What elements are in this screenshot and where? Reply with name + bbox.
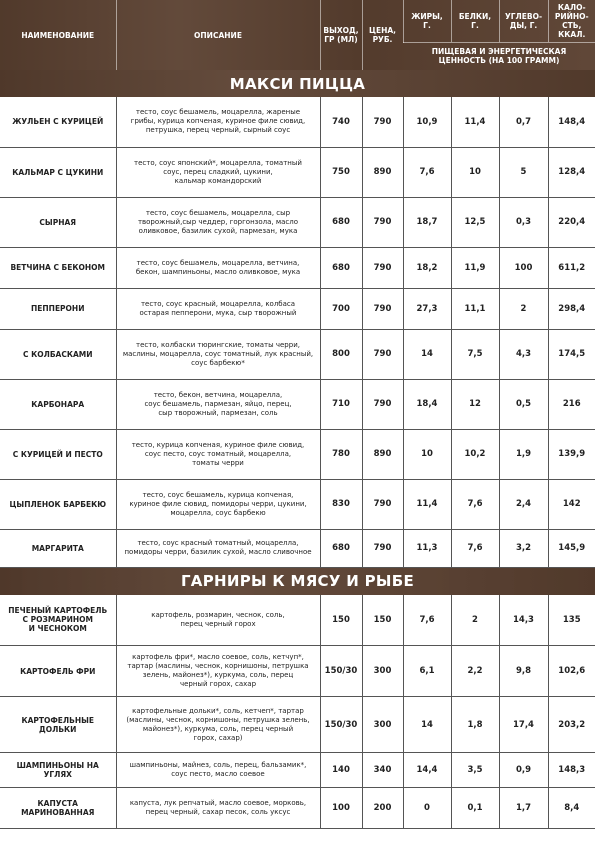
header-price: ЦЕНА, РУБ. bbox=[362, 0, 403, 70]
item-kcal: 142 bbox=[548, 479, 595, 529]
menu-item-row bbox=[0, 595, 595, 646]
header-nutrition-note: ПИЩЕВАЯ И ЭНЕРГЕТИЧЕСКАЯ ЦЕННОСТЬ (НА 100 ГРАММ) bbox=[431, 47, 567, 66]
item-kcal: 135 bbox=[548, 595, 595, 646]
item-protein: 11,1 bbox=[451, 288, 499, 329]
item-price: 890 bbox=[362, 429, 403, 479]
item-description: капуста, лук репчатый, масло соевое, морковь, перец черный, сахар песок, соль уксус bbox=[116, 788, 320, 829]
item-fat: 27,3 bbox=[403, 288, 451, 329]
item-fat: 11,3 bbox=[403, 529, 451, 567]
item-weight: 740 bbox=[320, 97, 362, 147]
menu-item-row bbox=[0, 147, 595, 197]
item-name: КАРТОФЕЛЬ ФРИ bbox=[0, 646, 116, 697]
table-header bbox=[0, 0, 595, 70]
item-protein: 1,8 bbox=[451, 697, 499, 753]
item-kcal: 148,4 bbox=[548, 97, 595, 147]
item-carbs: 0,9 bbox=[499, 753, 548, 788]
item-fat: 18,7 bbox=[403, 197, 451, 247]
item-description: тесто, соус бешамель, моцарелла, ветчина, бекон, шампиньоны, масло оливковое, мука bbox=[116, 247, 320, 288]
item-fat: 14 bbox=[403, 329, 451, 379]
item-price: 200 bbox=[362, 788, 403, 829]
item-kcal: 139,9 bbox=[548, 429, 595, 479]
item-protein: 11,4 bbox=[451, 97, 499, 147]
item-description: шампиньоны, майнез, соль, перец, бальзамик*, соус песто, масло соевое bbox=[116, 753, 320, 788]
item-weight: 680 bbox=[320, 197, 362, 247]
item-description: тесто, соус бешамель, курица копченая, куриное филе сювид, помидоры черри, цукини, моцарелла, соус барбекю bbox=[116, 479, 320, 529]
header-fat: ЖИРЫ, Г. bbox=[403, 0, 451, 42]
item-carbs: 14,3 bbox=[499, 595, 548, 646]
item-kcal: 220,4 bbox=[548, 197, 595, 247]
item-kcal: 216 bbox=[548, 379, 595, 429]
item-protein: 0,1 bbox=[451, 788, 499, 829]
header-calories: КАЛО- РИЙНО- СТЬ, ККАЛ. bbox=[548, 0, 595, 42]
menu-item-row bbox=[0, 429, 595, 479]
item-carbs: 17,4 bbox=[499, 697, 548, 753]
item-name: ПЕЧЕНЫЙ КАРТОФЕЛЬ С РОЗМАРИНОМ И ЧЕСНОКОМ bbox=[0, 595, 116, 646]
item-weight: 140 bbox=[320, 753, 362, 788]
item-protein: 10 bbox=[451, 147, 499, 197]
item-name: ЦЫПЛЕНОК БАРБЕКЮ bbox=[0, 479, 116, 529]
item-kcal: 145,9 bbox=[548, 529, 595, 567]
item-weight: 150 bbox=[320, 595, 362, 646]
item-description: тесто, соус красный, моцарелла, колбаса остарая пепперони, мука, сыр творожный bbox=[116, 288, 320, 329]
item-weight: 830 bbox=[320, 479, 362, 529]
item-description: картофель фри*, масло соевое, соль, кетчуп*, тартар (маслины, чеснок, корнишоны, петрушка зелень, майонез*), куркума, соль, перец черный горох, сахар bbox=[116, 646, 320, 697]
item-fat: 6,1 bbox=[403, 646, 451, 697]
item-protein: 2,2 bbox=[451, 646, 499, 697]
item-kcal: 8,4 bbox=[548, 788, 595, 829]
item-name: КАРБОНАРА bbox=[0, 379, 116, 429]
item-weight: 150/30 bbox=[320, 697, 362, 753]
section-header bbox=[0, 70, 595, 97]
item-kcal: 298,4 bbox=[548, 288, 595, 329]
item-price: 790 bbox=[362, 97, 403, 147]
item-carbs: 2,4 bbox=[499, 479, 548, 529]
header-output: ВЫХОД, ГР (МЛ) bbox=[320, 0, 362, 70]
item-kcal: 128,4 bbox=[548, 147, 595, 197]
item-fat: 14,4 bbox=[403, 753, 451, 788]
item-carbs: 2 bbox=[499, 288, 548, 329]
item-kcal: 102,6 bbox=[548, 646, 595, 697]
item-price: 300 bbox=[362, 646, 403, 697]
item-weight: 750 bbox=[320, 147, 362, 197]
item-price: 340 bbox=[362, 753, 403, 788]
item-price: 790 bbox=[362, 329, 403, 379]
item-description: тесто, соус бешамель, моцарелла, жареные грибы, курица копченая, куриное филе сювид, петрушка, перец черный, сырный соус bbox=[116, 97, 320, 147]
menu-item-row bbox=[0, 329, 595, 379]
item-carbs: 0,7 bbox=[499, 97, 548, 147]
item-weight: 800 bbox=[320, 329, 362, 379]
section-title: ГАРНИРЫ К МЯСУ И РЫБЕ bbox=[0, 567, 595, 595]
item-description: тесто, соус бешамель, моцарелла, сыр творожный,сыр чеддер, горгонзола, масло оливковое, базилик сухой, пармезан, мука bbox=[116, 197, 320, 247]
header-name: НАИМЕНОВАНИЕ bbox=[21, 30, 95, 40]
item-weight: 150/30 bbox=[320, 646, 362, 697]
item-fat: 18,4 bbox=[403, 379, 451, 429]
item-price: 790 bbox=[362, 479, 403, 529]
item-weight: 680 bbox=[320, 529, 362, 567]
item-weight: 780 bbox=[320, 429, 362, 479]
header-carbs: УГЛЕВО- ДЫ, Г. bbox=[499, 0, 548, 42]
item-price: 790 bbox=[362, 379, 403, 429]
header-description: ОПИСАНИЕ bbox=[116, 0, 320, 70]
item-kcal: 611,2 bbox=[548, 247, 595, 288]
header-protein: БЕЛКИ, Г. bbox=[451, 0, 499, 42]
item-price: 790 bbox=[362, 288, 403, 329]
menu-item-row bbox=[0, 646, 595, 697]
item-carbs: 3,2 bbox=[499, 529, 548, 567]
item-name: КАПУСТА МАРИНОВАННАЯ bbox=[0, 788, 116, 829]
item-name: СЫРНАЯ bbox=[0, 197, 116, 247]
item-protein: 7,5 bbox=[451, 329, 499, 379]
item-price: 790 bbox=[362, 197, 403, 247]
item-fat: 10,9 bbox=[403, 97, 451, 147]
item-name: С КУРИЦЕЙ И ПЕСТО bbox=[0, 429, 116, 479]
item-description: картофельные дольки*, соль, кетчеп*, тартар (маслины, чеснок, корнишоны, петрушка зелень, майонез*), куркума, соль, перец черный горох, сахар) bbox=[116, 697, 320, 753]
item-kcal: 148,3 bbox=[548, 753, 595, 788]
item-description: тесто, курица копченая, куриное филе сювид, соус песто, соус томатный, моцарелла, томаты черри bbox=[116, 429, 320, 479]
item-price: 790 bbox=[362, 247, 403, 288]
item-weight: 710 bbox=[320, 379, 362, 429]
item-carbs: 100 bbox=[499, 247, 548, 288]
item-name: ЖУЛЬЕН С КУРИЦЕЙ bbox=[0, 97, 116, 147]
item-name: ВЕТЧИНА С БЕКОНОМ bbox=[0, 247, 116, 288]
menu-item-row bbox=[0, 529, 595, 567]
item-protein: 12,5 bbox=[451, 197, 499, 247]
item-kcal: 203,2 bbox=[548, 697, 595, 753]
item-weight: 700 bbox=[320, 288, 362, 329]
item-carbs: 9,8 bbox=[499, 646, 548, 697]
item-description: тесто, колбаски тюрингские, томаты черри, маслины, моцарелла, соус томатный, лук красный, соус барбекю* bbox=[116, 329, 320, 379]
item-fat: 14 bbox=[403, 697, 451, 753]
item-name: С КОЛБАСКАМИ bbox=[0, 329, 116, 379]
item-fat: 0 bbox=[403, 788, 451, 829]
item-description: картофель, розмарин, чеснок, соль, перец черный горох bbox=[116, 595, 320, 646]
menu-item-row bbox=[0, 379, 595, 429]
item-fat: 11,4 bbox=[403, 479, 451, 529]
menu-item-row bbox=[0, 97, 595, 147]
item-protein: 10,2 bbox=[451, 429, 499, 479]
item-carbs: 0,3 bbox=[499, 197, 548, 247]
menu-body bbox=[0, 70, 595, 829]
menu-item-row bbox=[0, 479, 595, 529]
item-name: МАРГАРИТА bbox=[0, 529, 116, 567]
menu-item-row bbox=[0, 197, 595, 247]
menu-item-row bbox=[0, 288, 595, 329]
item-description: тесто, бекон, ветчина, моцарелла, соус бешамель, пармезан, яйцо, перец, сыр творожный, пармезан, соль bbox=[116, 379, 320, 429]
section-header bbox=[0, 567, 595, 595]
item-fat: 18,2 bbox=[403, 247, 451, 288]
menu-item-row bbox=[0, 753, 595, 788]
item-carbs: 4,3 bbox=[499, 329, 548, 379]
item-name: ПЕППЕРОНИ bbox=[0, 288, 116, 329]
menu-item-row bbox=[0, 247, 595, 288]
item-protein: 11,9 bbox=[451, 247, 499, 288]
item-protein: 7,6 bbox=[451, 479, 499, 529]
item-name: КАЛЬМАР С ЦУКИНИ bbox=[0, 147, 116, 197]
item-fat: 7,6 bbox=[403, 595, 451, 646]
item-weight: 680 bbox=[320, 247, 362, 288]
item-price: 890 bbox=[362, 147, 403, 197]
menu-item-row bbox=[0, 788, 595, 829]
item-fat: 10 bbox=[403, 429, 451, 479]
item-name: ШАМПИНЬОНЫ НА УГЛЯХ bbox=[0, 753, 116, 788]
item-protein: 7,6 bbox=[451, 529, 499, 567]
item-price: 300 bbox=[362, 697, 403, 753]
item-weight: 100 bbox=[320, 788, 362, 829]
item-carbs: 1,7 bbox=[499, 788, 548, 829]
item-protein: 2 bbox=[451, 595, 499, 646]
item-carbs: 1,9 bbox=[499, 429, 548, 479]
item-carbs: 0,5 bbox=[499, 379, 548, 429]
item-price: 150 bbox=[362, 595, 403, 646]
item-protein: 12 bbox=[451, 379, 499, 429]
item-description: тесто, соус красный томатный, моцарелла, помидоры черри, базилик сухой, масло сливочное bbox=[116, 529, 320, 567]
item-name: КАРТОФЕЛЬНЫЕ ДОЛЬКИ bbox=[0, 697, 116, 753]
menu-item-row bbox=[0, 697, 595, 753]
item-kcal: 174,5 bbox=[548, 329, 595, 379]
item-fat: 7,6 bbox=[403, 147, 451, 197]
item-price: 790 bbox=[362, 529, 403, 567]
item-description: тесто, соус японский*, моцарелла, томатный соус, перец сладкий, цукини, кальмар командорский bbox=[116, 147, 320, 197]
item-protein: 3,5 bbox=[451, 753, 499, 788]
item-carbs: 5 bbox=[499, 147, 548, 197]
section-title: МАКСИ ПИЦЦА bbox=[0, 70, 595, 97]
